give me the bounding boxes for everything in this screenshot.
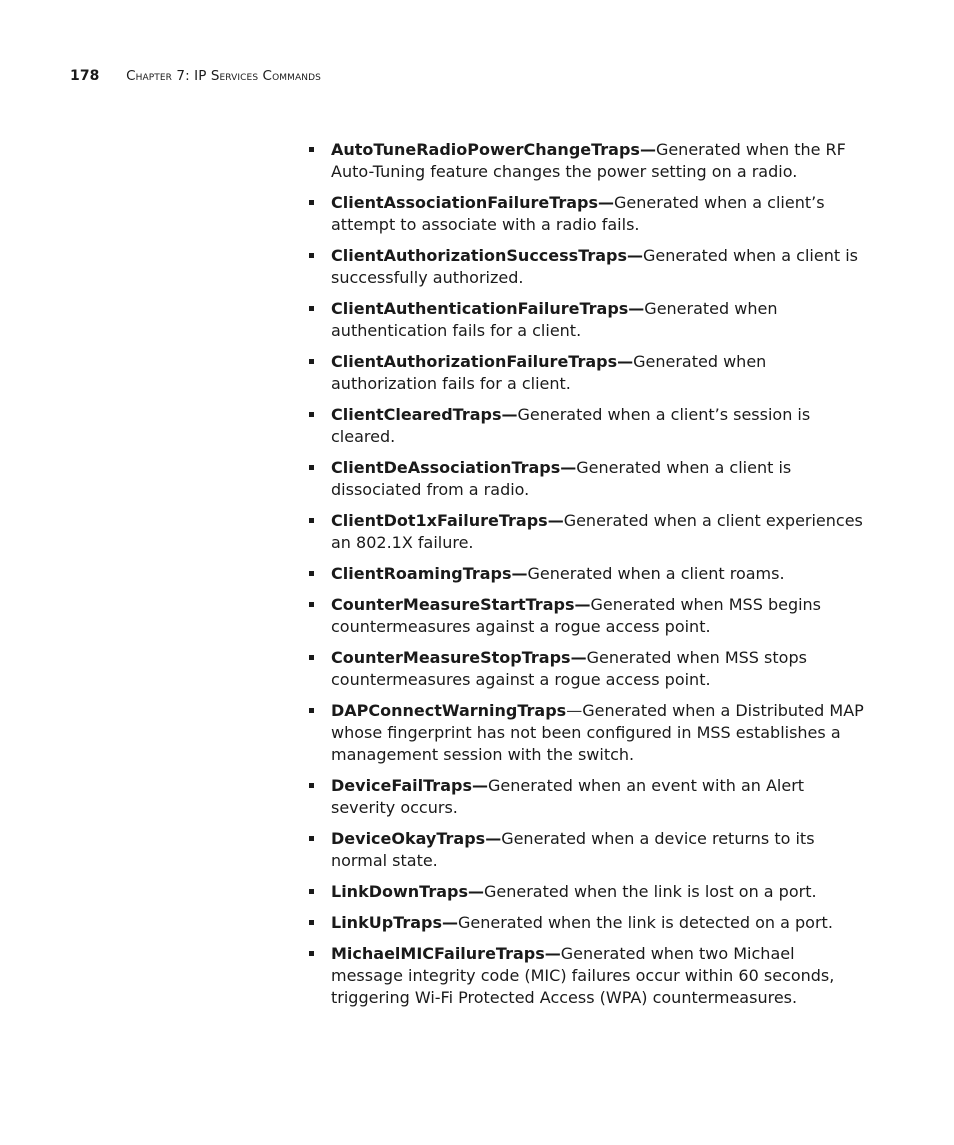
running-title: Chapter 7: IP Services Commands xyxy=(126,68,321,84)
trap-name: ClientAssociationFailureTraps xyxy=(331,193,599,212)
trap-name: ClientDeAssociationTraps xyxy=(331,458,561,477)
trap-description: Generated when a client is dissociated from a radio. xyxy=(331,458,792,499)
em-dash: — xyxy=(441,913,458,932)
em-dash: — xyxy=(627,246,644,265)
trap-description: Generated when a client is successfully authorized. xyxy=(331,246,858,287)
bullet-icon xyxy=(309,253,314,258)
page-header xyxy=(70,68,321,84)
list-item xyxy=(309,298,869,342)
bullet-icon xyxy=(309,359,314,364)
em-dash: — xyxy=(560,458,577,477)
trap-description: Generated when MSS begins countermeasures against a rogue access point. xyxy=(331,595,822,636)
trap-description: Generated when a Distributed MAP whose fingerprint has not been configured in MSS establishes a management session with the switch. xyxy=(331,701,864,764)
trap-name: LinkUpTraps xyxy=(331,913,442,932)
em-dash: — xyxy=(501,405,518,424)
bullet-icon xyxy=(309,951,314,956)
trap-name: AutoTuneRadioPowerChangeTraps xyxy=(331,140,640,159)
em-dash: — xyxy=(617,352,634,371)
trap-description: Generated when a client experiences an 802.1X failure. xyxy=(331,511,863,552)
bullet-icon xyxy=(309,602,314,607)
em-dash: — xyxy=(628,299,645,318)
bullet-icon xyxy=(309,147,314,152)
trap-description: Generated when the link is detected on a port. xyxy=(457,913,833,932)
trap-name: CounterMeasureStopTraps xyxy=(331,648,571,667)
bullet-icon xyxy=(309,412,314,417)
bullet-icon xyxy=(309,655,314,660)
list-item xyxy=(309,700,869,766)
trap-name: DeviceFailTraps xyxy=(331,776,472,795)
em-dash: — xyxy=(511,564,528,583)
page-number: 178 xyxy=(70,68,100,84)
list-item xyxy=(309,943,869,1009)
list-item xyxy=(309,828,869,872)
trap-description: Generated when a client’s session is cleared. xyxy=(331,405,811,446)
bullet-icon xyxy=(309,783,314,788)
trap-description: Generated when an event with an Alert severity occurs. xyxy=(331,776,805,817)
list-item xyxy=(309,881,869,903)
trap-description: Generated when MSS stops countermeasures against a rogue access point. xyxy=(331,648,807,689)
trap-name: ClientAuthenticationFailureTraps xyxy=(331,299,629,318)
bullet-icon xyxy=(309,920,314,925)
list-item xyxy=(309,594,869,638)
trap-name: MichaelMICFailureTraps xyxy=(331,944,545,963)
em-dash: — xyxy=(544,944,561,963)
trap-name: ClientClearedTraps xyxy=(331,405,502,424)
trap-description: Generated when a device returns to its normal state. xyxy=(331,829,815,870)
em-dash: — xyxy=(574,595,591,614)
em-dash: — xyxy=(639,140,656,159)
list-item xyxy=(309,912,869,934)
em-dash: — xyxy=(485,829,502,848)
trap-description: Generated when a client roams. xyxy=(527,564,785,583)
bullet-icon xyxy=(309,836,314,841)
em-dash: — xyxy=(471,776,488,795)
trap-description: Generated when a client’s attempt to associate with a radio fails. xyxy=(331,193,825,234)
list-item xyxy=(309,457,869,501)
trap-name: DAPConnectWarningTraps xyxy=(331,701,567,720)
trap-description: Generated when two Michael message integrity code (MIC) failures occur within 60 seconds, triggering Wi-Fi Protected Access (WPA) countermeasures. xyxy=(331,944,835,1007)
em-dash: — xyxy=(598,193,615,212)
bullet-icon xyxy=(309,518,314,523)
trap-name: ClientAuthorizationSuccessTraps xyxy=(331,246,628,265)
bullet-icon xyxy=(309,306,314,311)
list-item xyxy=(309,775,869,819)
trap-name: DeviceOkayTraps xyxy=(331,829,486,848)
bullet-icon xyxy=(309,571,314,576)
list-item xyxy=(309,404,869,448)
em-dash: — xyxy=(570,648,587,667)
trap-name: ClientRoamingTraps xyxy=(331,564,512,583)
list-item xyxy=(309,563,869,585)
trap-name: CounterMeasureStartTraps xyxy=(331,595,575,614)
bullet-icon xyxy=(309,465,314,470)
bullet-icon xyxy=(309,200,314,205)
list-item xyxy=(309,192,869,236)
trap-description: Generated when the link is lost on a port. xyxy=(483,882,817,901)
bullet-icon xyxy=(309,889,314,894)
list-item xyxy=(309,139,869,183)
trap-description: Generated when the RF Auto-Tuning feature changes the power setting on a radio. xyxy=(331,140,846,181)
em-dash: — xyxy=(467,882,484,901)
trap-name: ClientAuthorizationFailureTraps xyxy=(331,352,618,371)
trap-description: Generated when authorization fails for a client. xyxy=(331,352,767,393)
em-dash: — xyxy=(566,701,583,720)
trap-description: Generated when authentication fails for a client. xyxy=(331,299,778,340)
list-item xyxy=(309,351,869,395)
list-item xyxy=(309,647,869,691)
trap-list xyxy=(309,139,869,1018)
bullet-icon xyxy=(309,708,314,713)
trap-name: ClientDot1xFailureTraps xyxy=(331,511,548,530)
list-item xyxy=(309,245,869,289)
trap-name: LinkDownTraps xyxy=(331,882,468,901)
em-dash: — xyxy=(547,511,564,530)
list-item xyxy=(309,510,869,554)
